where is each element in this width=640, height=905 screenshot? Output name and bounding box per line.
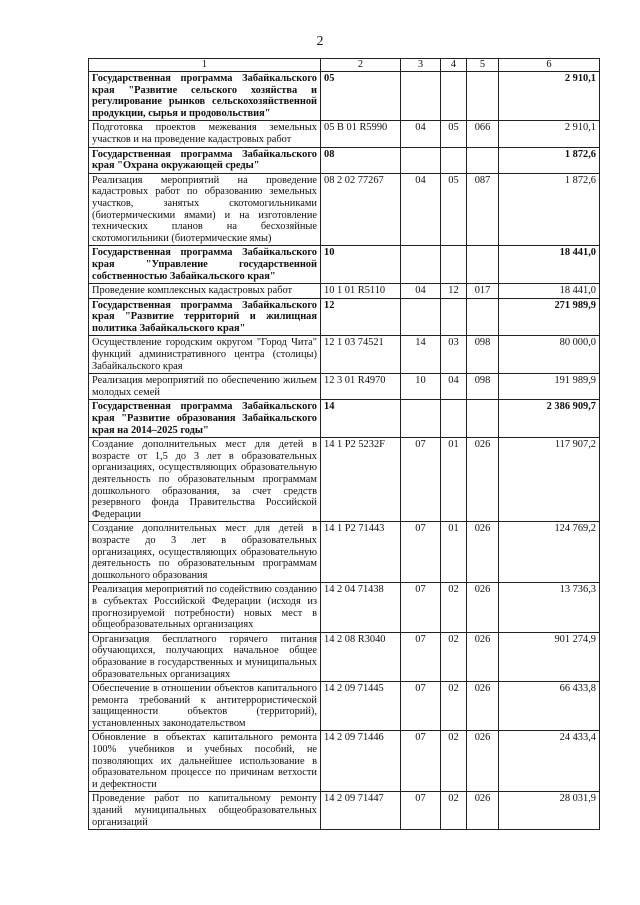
row-expense-type: 026 — [467, 522, 499, 583]
row-section — [401, 147, 441, 173]
row-subsection: 02 — [441, 583, 467, 632]
row-name: Государственная программа Забайкальского края "Охрана окружающей среды" — [89, 147, 321, 173]
row-name: Реализация мероприятий по обеспечению жильем молодых семей — [89, 374, 321, 400]
row-section: 10 — [401, 374, 441, 400]
row-expense-type: 026 — [467, 438, 499, 522]
row-section: 07 — [401, 792, 441, 830]
table-row — [89, 284, 600, 299]
table-row — [89, 336, 600, 374]
row-code: 12 1 03 74521 — [321, 336, 401, 374]
row-section: 07 — [401, 632, 441, 681]
header-col-6: 6 — [499, 59, 600, 72]
row-code: 08 2 02 77267 — [321, 173, 401, 246]
header-col-3: 3 — [401, 59, 441, 72]
page-number: 2 — [316, 34, 324, 49]
row-subsection: 02 — [441, 632, 467, 681]
row-amount: 18 441,0 — [499, 246, 600, 284]
row-name: Создание дополнительных мест для детей в возрасте до 3 лет в образовательных организациях, осуществляющих образовательную деятельность по образовательным программам дошкольного образования — [89, 522, 321, 583]
row-expense-type — [467, 147, 499, 173]
row-subsection: 02 — [441, 682, 467, 731]
row-code: 14 — [321, 400, 401, 438]
header-col-1: 1 — [89, 59, 321, 72]
row-section — [401, 400, 441, 438]
row-expense-type: 066 — [467, 121, 499, 147]
row-expense-type — [467, 298, 499, 336]
row-subsection: 01 — [441, 522, 467, 583]
row-amount: 271 989,9 — [499, 298, 600, 336]
row-subsection — [441, 72, 467, 121]
row-section: 07 — [401, 522, 441, 583]
row-expense-type: 026 — [467, 682, 499, 731]
row-expense-type: 098 — [467, 336, 499, 374]
row-code: 14 1 P2 5232F — [321, 438, 401, 522]
row-section: 07 — [401, 438, 441, 522]
row-section: 04 — [401, 284, 441, 299]
row-section — [401, 298, 441, 336]
row-amount: 901 274,9 — [499, 632, 600, 681]
row-subsection — [441, 246, 467, 284]
row-expense-type — [467, 72, 499, 121]
table-row — [89, 374, 600, 400]
row-amount: 80 000,0 — [499, 336, 600, 374]
table-row — [89, 682, 600, 731]
row-subsection — [441, 298, 467, 336]
header-col-4: 4 — [441, 59, 467, 72]
row-code: 14 1 P2 71443 — [321, 522, 401, 583]
row-amount: 2 910,1 — [499, 121, 600, 147]
row-section: 04 — [401, 121, 441, 147]
row-code: 05 B 01 R5990 — [321, 121, 401, 147]
row-code: 12 3 01 R4970 — [321, 374, 401, 400]
table-row — [89, 173, 600, 246]
row-section: 14 — [401, 336, 441, 374]
header-col-2: 2 — [321, 59, 401, 72]
row-code: 10 1 01 R5110 — [321, 284, 401, 299]
row-subsection: 03 — [441, 336, 467, 374]
row-section — [401, 72, 441, 121]
row-amount: 191 989,9 — [499, 374, 600, 400]
row-amount: 117 907,2 — [499, 438, 600, 522]
row-section: 04 — [401, 173, 441, 246]
row-name: Государственная программа Забайкальского края "Управление государственной собственностью Забайкальского края" — [89, 246, 321, 284]
row-section — [401, 246, 441, 284]
row-name: Проведение комплексных кадастровых работ — [89, 284, 321, 299]
row-expense-type: 026 — [467, 632, 499, 681]
row-amount: 1 872,6 — [499, 173, 600, 246]
table-row — [89, 121, 600, 147]
row-expense-type: 026 — [467, 731, 499, 792]
row-code: 05 — [321, 72, 401, 121]
row-name: Организация бесплатного горячего питания обучающихся, получающих начальное общее образование в государственных и муниципальных образовательных организациях — [89, 632, 321, 681]
program-row — [89, 298, 600, 336]
row-code: 14 2 09 71445 — [321, 682, 401, 731]
budget-table — [88, 58, 600, 830]
row-expense-type: 087 — [467, 173, 499, 246]
row-section: 07 — [401, 731, 441, 792]
row-name: Создание дополнительных мест для детей в возрасте от 1,5 до 3 лет в образовательных организациях, осуществляющих образовательную деятельность по образовательным программам дошкольного образования, за счет средств резервного фонда Правительства Российской Федерации — [89, 438, 321, 522]
row-amount: 18 441,0 — [499, 284, 600, 299]
row-code: 14 2 09 71446 — [321, 731, 401, 792]
row-subsection: 12 — [441, 284, 467, 299]
row-name: Осуществление городским округом "Город Чита" функций административного центра (столицы) Забайкальского края — [89, 336, 321, 374]
row-code: 10 — [321, 246, 401, 284]
row-code: 14 2 08 R3040 — [321, 632, 401, 681]
row-subsection: 05 — [441, 173, 467, 246]
row-expense-type: 017 — [467, 284, 499, 299]
program-row — [89, 246, 600, 284]
row-code: 14 2 04 71438 — [321, 583, 401, 632]
row-amount: 13 736,3 — [499, 583, 600, 632]
row-section: 07 — [401, 682, 441, 731]
row-expense-type: 098 — [467, 374, 499, 400]
row-section: 07 — [401, 583, 441, 632]
table-header-row — [89, 59, 600, 72]
row-amount: 2 386 909,7 — [499, 400, 600, 438]
row-amount: 66 433,8 — [499, 682, 600, 731]
row-expense-type — [467, 400, 499, 438]
row-amount: 1 872,6 — [499, 147, 600, 173]
row-subsection — [441, 400, 467, 438]
row-expense-type: 026 — [467, 583, 499, 632]
row-expense-type: 026 — [467, 792, 499, 830]
row-subsection: 05 — [441, 121, 467, 147]
row-name: Реализация мероприятий по содействию созданию в субъектах Российской Федерации (исходя из прогнозируемой потребности) новых мест в общеобразовательных организациях — [89, 583, 321, 632]
row-subsection — [441, 147, 467, 173]
program-row — [89, 400, 600, 438]
row-amount: 124 769,2 — [499, 522, 600, 583]
row-amount: 28 031,9 — [499, 792, 600, 830]
program-row — [89, 147, 600, 173]
table-row — [89, 583, 600, 632]
table-row — [89, 522, 600, 583]
row-subsection: 01 — [441, 438, 467, 522]
program-row — [89, 72, 600, 121]
row-name: Проведение работ по капитальному ремонту зданий муниципальных общеобразовательных организаций — [89, 792, 321, 830]
row-subsection: 02 — [441, 792, 467, 830]
row-code: 14 2 09 71447 — [321, 792, 401, 830]
row-name: Подготовка проектов межевания земельных участков и на проведение кадастровых работ — [89, 121, 321, 147]
row-subsection: 04 — [441, 374, 467, 400]
row-name: Государственная программа Забайкальского края "Развитие образования Забайкальского края на 2014–2025 годы" — [89, 400, 321, 438]
row-code: 08 — [321, 147, 401, 173]
row-name: Обновление в объектах капитального ремонта 100% учебников и учебных пособий, не позволяющих их дальнейшее использование в образовательном процессе по причинам ветхости и дефектности — [89, 731, 321, 792]
table-row — [89, 438, 600, 522]
table-row — [89, 731, 600, 792]
row-expense-type — [467, 246, 499, 284]
row-subsection: 02 — [441, 731, 467, 792]
row-code: 12 — [321, 298, 401, 336]
row-name: Государственная программа Забайкальского края "Развитие сельского хозяйства и регулирование рынков сельскохозяйственной продукции, сырья и продовольствия" — [89, 72, 321, 121]
table-row — [89, 792, 600, 830]
row-name: Обеспечение в отношении объектов капитального ремонта требований к антитеррористической защищенности объектов (территорий), установленных законодательством — [89, 682, 321, 731]
row-amount: 2 910,1 — [499, 72, 600, 121]
row-name: Реализация мероприятий на проведение кадастровых работ по образованию земельных участков, занятых скотомогильниками (биотермическими ямами) и на изготовление технических планов на бесхозяйные скотомогильники (биотермические ямы) — [89, 173, 321, 246]
row-name: Государственная программа Забайкальского края "Развитие территорий и жилищная политика Забайкальского края" — [89, 298, 321, 336]
row-amount: 24 433,4 — [499, 731, 600, 792]
header-col-5: 5 — [467, 59, 499, 72]
table-row — [89, 632, 600, 681]
